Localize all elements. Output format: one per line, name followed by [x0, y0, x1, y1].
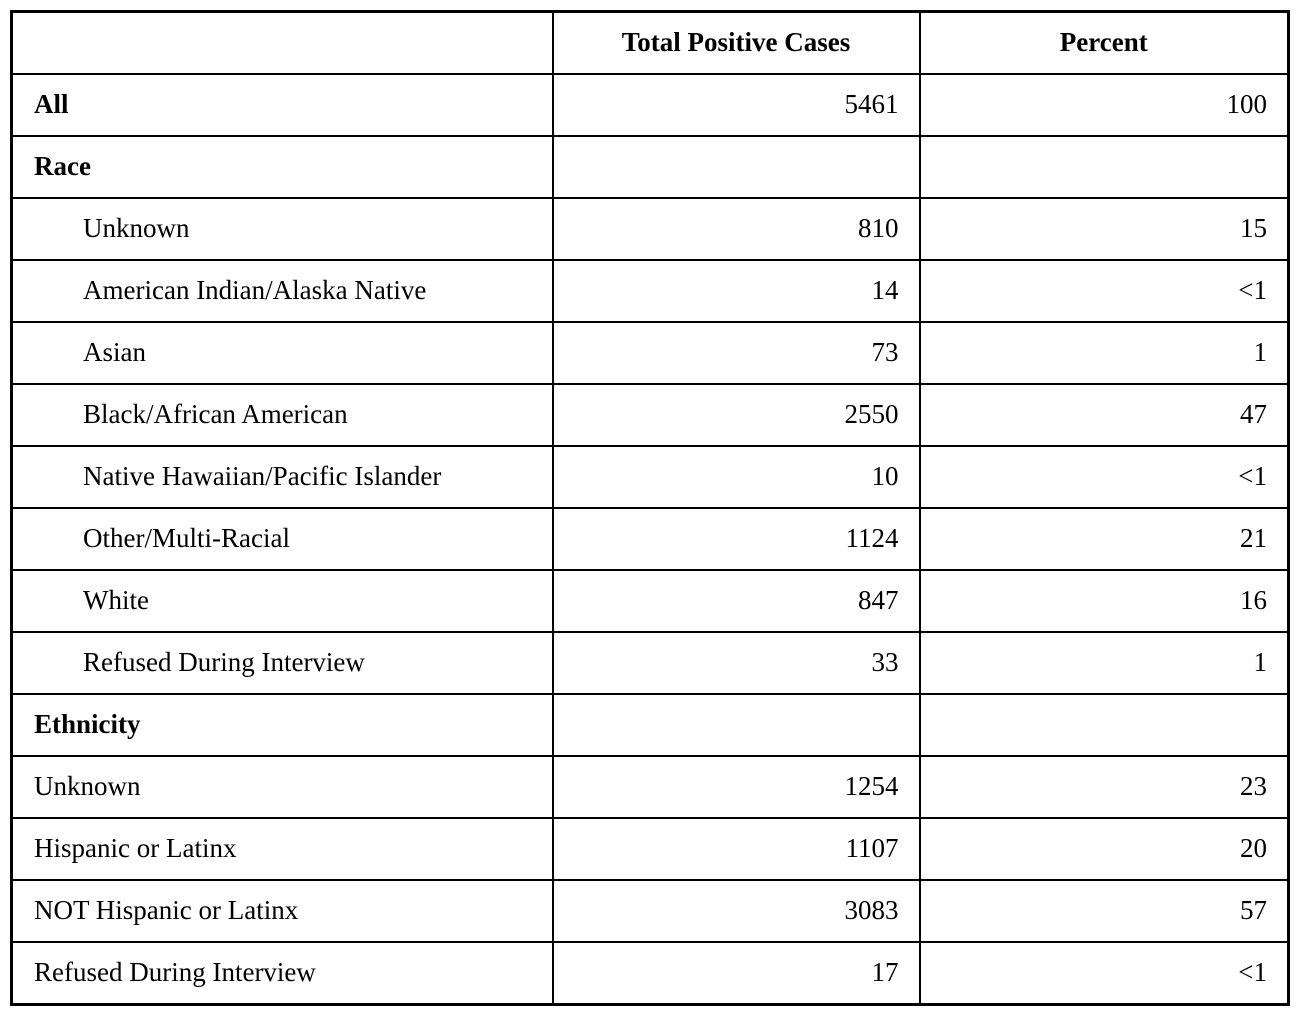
- row-label: Other/Multi-Racial: [12, 508, 553, 570]
- row-label: Native Hawaiian/Pacific Islander: [12, 446, 553, 508]
- row-total-positive-cases: 810: [553, 198, 920, 260]
- table-row: [12, 384, 1289, 446]
- positive-cases-demographics-table: [10, 10, 1290, 1006]
- table-row: [12, 818, 1289, 880]
- table-row: [12, 322, 1289, 384]
- row-label: Unknown: [12, 198, 553, 260]
- row-percent: <1: [920, 942, 1289, 1005]
- row-percent: 100: [920, 74, 1289, 136]
- column-header-percent: Percent: [920, 12, 1289, 75]
- row-total-positive-cases: 3083: [553, 880, 920, 942]
- row-percent: 57: [920, 880, 1289, 942]
- header-row: [12, 12, 1289, 75]
- row-percent: 23: [920, 756, 1289, 818]
- table-row: [12, 632, 1289, 694]
- row-percent: 20: [920, 818, 1289, 880]
- row-percent: 1: [920, 322, 1289, 384]
- table-row: [12, 198, 1289, 260]
- row-total-positive-cases: 5461: [553, 74, 920, 136]
- row-label: Refused During Interview: [12, 632, 553, 694]
- row-label: Hispanic or Latinx: [12, 818, 553, 880]
- row-label: Race: [12, 136, 553, 198]
- table-row: [12, 756, 1289, 818]
- row-total-positive-cases: 1254: [553, 756, 920, 818]
- row-total-positive-cases: [553, 694, 920, 756]
- row-percent: <1: [920, 446, 1289, 508]
- row-total-positive-cases: [553, 136, 920, 198]
- table-row: [12, 694, 1289, 756]
- row-total-positive-cases: 847: [553, 570, 920, 632]
- row-percent: [920, 694, 1289, 756]
- row-total-positive-cases: 14: [553, 260, 920, 322]
- row-percent: 16: [920, 570, 1289, 632]
- row-total-positive-cases: 33: [553, 632, 920, 694]
- row-label: White: [12, 570, 553, 632]
- column-header-category: [12, 12, 553, 75]
- table-row: [12, 942, 1289, 1005]
- row-percent: [920, 136, 1289, 198]
- row-label: Black/African American: [12, 384, 553, 446]
- row-total-positive-cases: 1107: [553, 818, 920, 880]
- row-total-positive-cases: 10: [553, 446, 920, 508]
- table-header: [12, 12, 1289, 75]
- row-label: Unknown: [12, 756, 553, 818]
- table-row: [12, 570, 1289, 632]
- table-row: [12, 136, 1289, 198]
- row-label: Asian: [12, 322, 553, 384]
- column-header-total-positive-cases: Total Positive Cases: [553, 12, 920, 75]
- row-label: NOT Hispanic or Latinx: [12, 880, 553, 942]
- table-row: [12, 446, 1289, 508]
- row-percent: 15: [920, 198, 1289, 260]
- table-row: [12, 74, 1289, 136]
- row-total-positive-cases: 2550: [553, 384, 920, 446]
- row-label: All: [12, 74, 553, 136]
- row-label: Ethnicity: [12, 694, 553, 756]
- table-row: [12, 880, 1289, 942]
- row-percent: 47: [920, 384, 1289, 446]
- table-row: [12, 260, 1289, 322]
- row-percent: 21: [920, 508, 1289, 570]
- row-percent: 1: [920, 632, 1289, 694]
- row-percent: <1: [920, 260, 1289, 322]
- row-total-positive-cases: 1124: [553, 508, 920, 570]
- row-label: American Indian/Alaska Native: [12, 260, 553, 322]
- row-total-positive-cases: 17: [553, 942, 920, 1005]
- row-total-positive-cases: 73: [553, 322, 920, 384]
- table-body: [12, 74, 1289, 1005]
- row-label: Refused During Interview: [12, 942, 553, 1005]
- table-row: [12, 508, 1289, 570]
